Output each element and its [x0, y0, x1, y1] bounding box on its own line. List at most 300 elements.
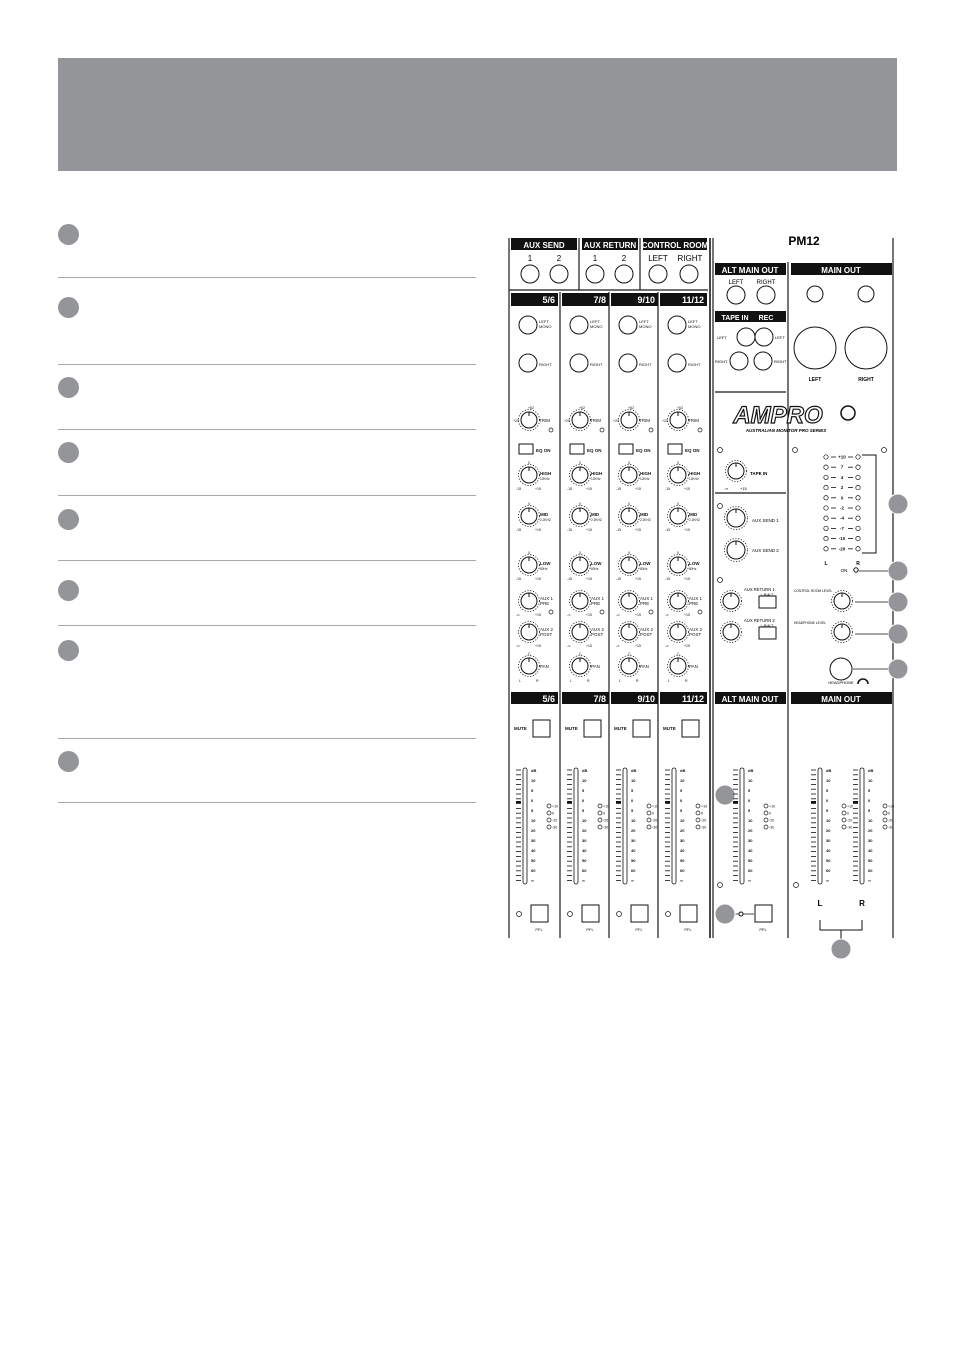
alt-main-out-fader-scale-label: 30 — [748, 838, 753, 843]
channel-11-12-pan-l: L — [668, 679, 670, 683]
alt-main-out-meter-led — [764, 804, 768, 808]
channel-9-10-meter-led-label: +10 — [652, 804, 659, 809]
meter-right-led — [856, 547, 860, 551]
alt-main-out-title: ALT MAIN OUT — [721, 266, 779, 275]
channel-7-8-aux-1-label: AUX 1 — [591, 596, 605, 601]
channel-9-10-fader-scale-label: 50 — [631, 858, 636, 863]
channel-11-12-input-right-jack — [668, 354, 686, 372]
main-right-meter-led-label: +10 — [888, 804, 895, 809]
channel-9-10-mid-freq: 2.2KHZ — [640, 518, 651, 522]
channel-11-12-aux-1-label: AUX 1 — [689, 596, 703, 601]
aux-send-title: AUX SEND — [523, 241, 565, 250]
header-band — [58, 58, 897, 171]
channel-9-10-fader-scale-label: 10 — [631, 778, 636, 783]
channel-5-6-fader-scale-label: 5 — [531, 808, 534, 813]
mixer-panel-diagram — [505, 232, 915, 962]
channel-7-8-input-right-label: RIGHT — [590, 362, 603, 367]
channel-9-10-mute-label: MUTE — [614, 726, 627, 731]
channel-11-12-aux-1-mode: PRE — [689, 601, 699, 606]
channel-5-6-fader-scale-label: 5 — [531, 788, 534, 793]
main-left-fader-scale-label: dB — [826, 768, 832, 773]
channel-11-12-fader-scale-label: 20 — [680, 828, 685, 833]
channel-7-8-fader-scale-label: 0 — [582, 798, 585, 803]
main-right-meter-led-label: 0 — [888, 811, 890, 816]
channel-9-10-mid-center: 0 — [628, 502, 630, 506]
main-left-meter-led — [842, 804, 846, 808]
channel-7-8-low-center: 0 — [579, 551, 581, 555]
channel-9-10-trim-max: +52 — [628, 406, 634, 410]
headphone-label: HEADPHONE — [828, 680, 854, 685]
channel-9-10-pfl-label: PFL — [635, 927, 643, 932]
channel-9-10-fader-scale-label: 60 — [631, 868, 636, 873]
channel-9-10-input-left-label: LEFT — [639, 319, 649, 324]
meter-right-led — [856, 475, 860, 479]
channel-7-8-aux-2-min: -∞ — [567, 644, 571, 648]
meter-left-led — [824, 526, 828, 530]
channel-5-6-mid-label: MID — [540, 512, 549, 517]
alt-main-out-pfl-label: PFL — [759, 927, 767, 932]
channel-9-10-input-mono-label: MONO — [639, 324, 652, 329]
channel-11-12-meter-led — [696, 804, 700, 808]
channel-5-6-pan-center: C — [528, 652, 531, 656]
meter-r-label: R — [856, 561, 860, 567]
main-right-fader-scale-label: 50 — [868, 858, 873, 863]
aux-return-2-lr-alt-switch — [759, 627, 776, 639]
channel-11-12-fader-scale-label: ∞ — [680, 878, 683, 883]
aux-send-label-2: 2 — [556, 254, 562, 263]
channel-11-12-trim-label: TRIM — [688, 418, 699, 423]
meter-right-led — [856, 536, 860, 540]
main-r-label: R — [859, 899, 865, 908]
channel-11-12-meter-led — [696, 825, 700, 829]
meter-left-led — [824, 485, 828, 489]
alt-main-out-fader-scale-label: ∞ — [748, 878, 751, 883]
channel-5-6-input-left-jack — [519, 316, 537, 334]
channel-9-10-fader-scale-label: 5 — [631, 788, 634, 793]
alt-main-out-fader-scale-label: 60 — [748, 868, 753, 873]
divider — [58, 429, 476, 430]
control-room-right-jack — [680, 265, 698, 283]
bullet-1 — [58, 224, 79, 245]
channel-7-8-pan-r: R — [587, 679, 590, 683]
channel-11-12-meter-led-label: +10 — [701, 804, 708, 809]
channel-11-12-aux-2-min: -∞ — [665, 644, 669, 648]
meter-l-label: L — [824, 561, 828, 567]
channel-9-10-fader-scale-label: 30 — [631, 838, 636, 843]
channel-5-6-mid-min: -15 — [516, 528, 522, 532]
alt-main-out-left-jack — [727, 286, 745, 304]
channel-11-12-mid-max: +15 — [684, 528, 690, 532]
master-screw — [718, 504, 723, 509]
tape-rec-title: REC — [758, 315, 774, 322]
channel-5-6-low-max: +15 — [535, 577, 541, 581]
channel-5-6-fader-scale-label: 0 — [531, 798, 534, 803]
main-left-fader-scale-label: ∞ — [826, 878, 829, 883]
channel-5-6-high-min: -15 — [516, 487, 522, 491]
channel-7-8-fader-scale-label: dB — [582, 768, 588, 773]
meter-scale-label: 7 — [840, 464, 844, 470]
channel-7-8-fader-scale-label: 10 — [582, 818, 587, 823]
channel-7-8-input-mono-label: MONO — [590, 324, 603, 329]
alt-main-out-fader-slot — [740, 768, 744, 884]
channel-11-12-mid-center: 0 — [677, 502, 679, 506]
tape-in-right-label: RIGHT — [715, 359, 728, 364]
callout-main-faders — [831, 939, 851, 959]
tape-in-left-jack — [737, 328, 755, 346]
channel-5-6-aux-1-min: -∞ — [516, 613, 520, 617]
alt-main-out-fader-scale-label: 0 — [748, 798, 751, 803]
channel-11-12-eq-on-label: EQ ON — [685, 448, 700, 453]
channel-9-10-fader-scale-label: 10 — [631, 818, 636, 823]
main-right-fader-scale-label: 5 — [868, 788, 871, 793]
channel-9-10-bottom-header-label: 9/10 — [637, 694, 655, 704]
alt-main-out-right-label: RIGHT — [756, 280, 776, 286]
channel-9-10-aux-1-min: -∞ — [616, 613, 620, 617]
alt-main-out-fader-scale-label: 10 — [748, 778, 753, 783]
meter-left-led — [824, 506, 828, 510]
control-room-label-left: LEFT — [648, 254, 668, 263]
channel-7-8-pan-label: PAN — [591, 664, 600, 669]
channel-11-12-meter-led-label: -30 — [701, 825, 707, 830]
channel-7-8-pfl-label: PFL — [586, 927, 594, 932]
divider — [58, 802, 476, 803]
main-right-fader-scale-label: 10 — [868, 778, 873, 783]
channel-11-12-low-label: LOW — [689, 561, 700, 566]
channel-7-8-high-label: HIGH — [591, 471, 603, 476]
channel-9-10-fader-scale-label: ∞ — [631, 878, 634, 883]
channel-9-10-low-max: +15 — [635, 577, 641, 581]
aux-return-1-jack — [586, 265, 604, 283]
channel-5-6-meter-led-label: 0 — [552, 811, 554, 816]
control-room-title: CONTROL ROOM — [641, 241, 709, 250]
channel-11-12-fader-scale-label: 30 — [680, 838, 685, 843]
alt-main-out-fader-scale-label: 50 — [748, 858, 753, 863]
channel-11-12-high-label: HIGH — [689, 471, 701, 476]
channel-7-8-fader-scale-label: 5 — [582, 808, 585, 813]
callout-alt-main-fader — [715, 785, 735, 805]
channel-7-8-fader-scale-label: 30 — [582, 838, 587, 843]
alt-main-out-meter-led-label: -20 — [769, 818, 775, 823]
tape-rec-right-label: RIGHT — [774, 359, 787, 364]
alt-main-out-meter-led-label: 0 — [769, 811, 771, 816]
channel-9-10-mid-max: +15 — [635, 528, 641, 532]
master-screw — [718, 578, 723, 583]
channel-5-6-input-right-jack — [519, 354, 537, 372]
channel-9-10-fader-scale-label: 20 — [631, 828, 636, 833]
channel-5-6-fader-scale-label: 50 — [531, 858, 536, 863]
tape-in-title: TAPE IN — [721, 315, 749, 322]
divider — [58, 560, 476, 561]
channel-11-12-low-center: 0 — [677, 551, 679, 555]
channel-7-8-fader-scale-label: 20 — [582, 828, 587, 833]
channel-7-8-mute-label: MUTE — [565, 726, 578, 731]
channel-7-8-aux-2-label: AUX 2 — [591, 627, 605, 632]
main-right-fader-slot — [860, 768, 864, 884]
channel-9-10-input-left-jack — [619, 316, 637, 334]
main-right-fader-scale-label: 5 — [868, 808, 871, 813]
alt-main-out-meter-led — [764, 825, 768, 829]
headphone-jack — [830, 658, 852, 680]
channel-9-10-eq-on-label: EQ ON — [636, 448, 651, 453]
channel-9-10-aux-1-mode: PRE — [640, 601, 650, 606]
alt-main-out-fader-scale-label: 5 — [748, 788, 751, 793]
channel-11-12-aux-1-max: +15 — [684, 613, 690, 617]
divider — [58, 364, 476, 365]
channel-7-8-high-center: 0 — [579, 461, 581, 465]
divider — [58, 277, 476, 278]
main-right-fader-scale-label: dB — [868, 768, 874, 773]
channel-7-8-mid-label: MID — [591, 512, 600, 517]
meter-scale-label: -7 — [839, 525, 845, 531]
control-room-left-jack — [649, 265, 667, 283]
channel-9-10-mid-min: -15 — [616, 528, 622, 532]
channel-11-12-high-min: -15 — [665, 487, 671, 491]
channel-7-8-header-label: 7/8 — [593, 295, 606, 305]
callout-alt-pfl — [715, 904, 735, 924]
main-right-fader-scale-label: 40 — [868, 848, 873, 853]
channel-11-12-mid-freq: 2.2KHZ — [689, 518, 700, 522]
channel-5-6-aux-2-label: AUX 2 — [540, 627, 554, 632]
main-left-meter-led — [842, 811, 846, 815]
master-screw — [718, 448, 723, 453]
channel-5-6-input-right-label: RIGHT — [539, 362, 552, 367]
meter-on-label: ON — [840, 568, 848, 573]
channel-5-6-mute-label: MUTE — [514, 726, 527, 731]
channel-7-8-signal-led — [600, 610, 604, 614]
channel-11-12-fader-scale-label: 5 — [680, 808, 683, 813]
channel-9-10-aux-2-max: +15 — [635, 644, 641, 648]
channel-11-12-meter-led-label: -20 — [701, 818, 707, 823]
channel-11-12-low-freq: 80Hz — [689, 567, 697, 571]
divider — [58, 738, 476, 739]
channel-9-10-pan-l: L — [619, 679, 621, 683]
channel-11-12-low-max: +15 — [684, 577, 690, 581]
channel-7-8-eq-on-switch — [570, 444, 584, 454]
channel-5-6-low-center: 0 — [528, 551, 530, 555]
channel-9-10-mute-button — [633, 720, 650, 737]
channel-7-8-aux-2-mode: POST — [591, 632, 604, 637]
channel-11-12-pfl-led — [666, 912, 671, 917]
channel-9-10-pan-label: PAN — [640, 664, 649, 669]
channel-7-8-low-max: +15 — [586, 577, 592, 581]
aux-return-1-lr-alt-switch — [759, 596, 776, 608]
channel-9-10-meter-led — [647, 818, 651, 822]
main-out-left-jack — [807, 286, 823, 302]
channel-5-6-aux-2-mode: POST — [540, 632, 553, 637]
channel-9-10-trim-label: TRIM — [639, 418, 650, 423]
alt-main-out-pfl-button — [755, 905, 772, 922]
channel-11-12-header-label: 11/12 — [681, 295, 704, 305]
callout-control-room-level — [888, 592, 908, 612]
channel-11-12-aux-2-mode: POST — [689, 632, 702, 637]
channel-9-10-high-label: HIGH — [640, 471, 652, 476]
channel-5-6-clip-led — [549, 428, 553, 432]
bottom-main-out-title: MAIN OUT — [821, 695, 861, 704]
channel-5-6-eq-on-label: EQ ON — [536, 448, 551, 453]
channel-5-6-meter-led-label: -30 — [552, 825, 558, 830]
channel-7-8-trim-label: TRIM — [590, 418, 601, 423]
channel-11-12-high-max: +15 — [684, 487, 690, 491]
channel-5-6-fader-slot — [523, 768, 527, 884]
aux-return-2-knob-label: AUX RETURN 2 — [744, 618, 775, 623]
channel-11-12-input-left-jack — [668, 316, 686, 334]
main-right-meter-led — [883, 811, 887, 815]
channel-9-10-high-min: -15 — [616, 487, 622, 491]
channel-11-12-fader-slot — [672, 768, 676, 884]
channel-5-6-pan-l: L — [519, 679, 521, 683]
channel-5-6-high-label: HIGH — [540, 471, 552, 476]
channel-9-10-meter-led-label: 0 — [652, 811, 654, 816]
channel-11-12-mute-label: MUTE — [663, 726, 676, 731]
main-left-fader-scale-label: 5 — [826, 788, 829, 793]
alt-main-out-fader-scale-label: 5 — [748, 808, 751, 813]
alt-screw — [718, 883, 723, 888]
headphone-level-label: HEADPHONE LEVEL — [794, 621, 827, 625]
tape-in-min: -∞ — [724, 486, 729, 491]
channel-5-6-meter-led-label: -20 — [552, 818, 558, 823]
channel-5-6-pan-label: PAN — [540, 664, 549, 669]
callout-headphone — [888, 659, 908, 679]
channel-5-6-meter-led — [547, 804, 551, 808]
main-left-meter-led-label: 0 — [847, 811, 849, 816]
channel-9-10-low-center: 0 — [628, 551, 630, 555]
channel-7-8-high-max: +15 — [586, 487, 592, 491]
meter-scale-label: 2 — [840, 485, 844, 491]
meter-left-led — [824, 455, 828, 459]
channel-9-10-high-max: +15 — [635, 487, 641, 491]
channel-7-8-low-min: -15 — [567, 577, 573, 581]
callout-meter-on — [888, 561, 908, 581]
channel-7-8-mid-min: -15 — [567, 528, 573, 532]
channel-9-10-fader-scale-label: 40 — [631, 848, 636, 853]
alt-main-out-meter-led — [764, 811, 768, 815]
channel-5-6-mid-center: 0 — [528, 502, 530, 506]
channel-7-8-fader-scale-label: 5 — [582, 788, 585, 793]
channel-11-12-trim-max: +52 — [677, 406, 683, 410]
channel-7-8-fader-scale-label: 60 — [582, 868, 587, 873]
channel-11-12-fader-scale-label: 10 — [680, 818, 685, 823]
channel-5-6-trim-min: +20 — [513, 419, 519, 423]
channel-7-8-aux-1-mode: PRE — [591, 601, 601, 606]
channel-9-10-meter-led — [647, 825, 651, 829]
channel-7-8-mid-center: 0 — [579, 502, 581, 506]
meter-scale-label: -4 — [839, 515, 845, 521]
bullet-4 — [58, 442, 79, 463]
meter-bracket — [862, 455, 876, 553]
aux-return-label-2: 2 — [621, 254, 627, 263]
channel-7-8-aux-1-max: +15 — [586, 613, 592, 617]
channel-5-6-fader-scale-label: 20 — [531, 828, 536, 833]
channel-9-10-input-right-label: RIGHT — [639, 362, 652, 367]
tape-rec-right-jack — [754, 352, 772, 370]
meter-scale-label: 4 — [840, 474, 844, 480]
meter-scale-label: +10 — [838, 454, 846, 460]
meter-scale-label: -20 — [838, 546, 846, 552]
main-right-fader-scale-label: ∞ — [868, 878, 871, 883]
main-out-xlr-right-label: RIGHT — [858, 377, 874, 383]
aux-return-title: AUX RETURN — [583, 241, 637, 250]
channel-5-6-fader-scale-label: 60 — [531, 868, 536, 873]
channel-5-6-signal-led — [549, 610, 553, 614]
aux-send-1-knob-label: AUX SEND 1 — [752, 518, 779, 523]
channel-5-6-bottom-header-label: 5/6 — [542, 694, 555, 704]
channel-5-6-eq-on-switch — [519, 444, 533, 454]
meter-left-led — [824, 465, 828, 469]
channel-7-8-low-label: LOW — [591, 561, 602, 566]
channel-5-6-high-max: +15 — [535, 487, 541, 491]
channel-9-10-meter-led-label: -30 — [652, 825, 658, 830]
channel-5-6-meter-led — [547, 825, 551, 829]
channel-9-10-input-right-jack — [619, 354, 637, 372]
channel-9-10-clip-led — [649, 428, 653, 432]
channel-9-10-aux-1-max: +15 — [635, 613, 641, 617]
meter-right-led — [856, 485, 860, 489]
alt-main-out-meter-led — [764, 818, 768, 822]
channel-7-8-aux-1-min: -∞ — [567, 613, 571, 617]
channel-11-12-mid-min: -15 — [665, 528, 671, 532]
channel-9-10-fader-scale-label: 5 — [631, 808, 634, 813]
channel-5-6-fader-scale-label: dB — [531, 768, 537, 773]
main-left-fader-scale-label: 5 — [826, 808, 829, 813]
channel-9-10-fader-scale-label: dB — [631, 768, 637, 773]
channel-5-6-fader-scale-label: 10 — [531, 778, 536, 783]
tape-rec-left-label: LEFT — [775, 335, 785, 340]
channel-7-8-clip-led — [600, 428, 604, 432]
main-right-meter-led-label: -30 — [888, 825, 894, 830]
channel-11-12-aux-2-max: +15 — [684, 644, 690, 648]
channel-7-8-low-freq: 80Hz — [591, 567, 599, 571]
channel-5-6-aux-2-min: -∞ — [516, 644, 520, 648]
channel-11-12-meter-led — [696, 811, 700, 815]
main-right-meter-led — [883, 804, 887, 808]
channel-5-6-header-label: 5/6 — [542, 295, 555, 305]
channel-9-10-eq-on-switch — [619, 444, 633, 454]
channel-11-12-fader-scale-label: 0 — [680, 798, 683, 803]
channel-11-12-fader-scale-label: 40 — [680, 848, 685, 853]
channel-7-8-trim-min: +20 — [564, 419, 570, 423]
channel-9-10-aux-2-label: AUX 2 — [640, 627, 654, 632]
channel-5-6-fader-scale-label: ∞ — [531, 878, 534, 883]
main-right-fader-scale-label: 10 — [868, 818, 873, 823]
meter-right-led — [856, 526, 860, 530]
meter-scale-label: -10 — [838, 536, 846, 542]
channel-5-6-meter-led — [547, 811, 551, 815]
main-right-meter-led — [883, 825, 887, 829]
channel-9-10-aux-2-min: -∞ — [616, 644, 620, 648]
channel-5-6-low-freq: 80Hz — [540, 567, 548, 571]
channel-7-8-fader-scale-label: 10 — [582, 778, 587, 783]
tape-rec-left-jack — [755, 328, 773, 346]
alt-main-out-fader-scale-label: 20 — [748, 828, 753, 833]
channel-7-8-input-right-jack — [570, 354, 588, 372]
channel-7-8-trim-max: +52 — [579, 406, 585, 410]
alt-main-out-meter-led-label: -30 — [769, 825, 775, 830]
bottom-alt-main-out-title: ALT MAIN OUT — [721, 695, 779, 704]
channel-5-6-fader-scale-label: 40 — [531, 848, 536, 853]
channel-11-12-eq-on-switch — [668, 444, 682, 454]
bullet-7 — [58, 640, 79, 661]
channel-11-12-mid-label: MID — [689, 512, 698, 517]
channel-9-10-fader-slot — [623, 768, 627, 884]
main-left-fader-scale-label: 10 — [826, 778, 831, 783]
channel-5-6-aux-1-mode: PRE — [540, 601, 550, 606]
channel-5-6-low-label: LOW — [540, 561, 551, 566]
main-left-meter-led-label: -20 — [847, 818, 853, 823]
channel-11-12-fader-scale-label: 10 — [680, 778, 685, 783]
alt-main-out-right-jack — [757, 286, 775, 304]
channel-9-10-fader-scale-label: 0 — [631, 798, 634, 803]
alt-main-out-fader-scale-label: dB — [748, 768, 754, 773]
